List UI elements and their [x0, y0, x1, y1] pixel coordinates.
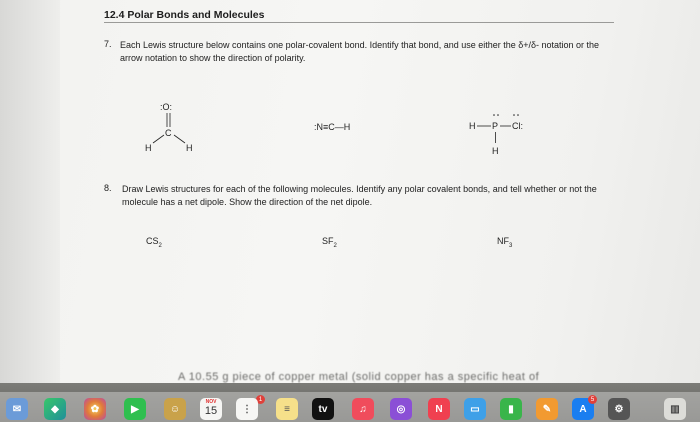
notes-icon[interactable]: ≡	[276, 398, 298, 420]
hydrogen-left: H	[145, 143, 152, 153]
question-7-text: Each Lewis structure below contains one polar-covalent bond. Identify that bond, and use either the δ+/δ- notation or the arrow notation to show the direction of polarity.	[120, 40, 600, 63]
carbon-atom: C	[165, 128, 172, 138]
molecule-nf3: $NF_3$	[497, 236, 513, 249]
molecule-cs2: $CS_2$	[146, 236, 162, 249]
facetime-icon[interactable]: ▶	[124, 398, 146, 420]
formaldehyde-structure	[138, 98, 208, 158]
section-title: 12.4 Polar Bonds and Molecules	[104, 9, 265, 21]
phosphine-chloride-structure	[467, 112, 537, 158]
background-question-text: A 10.55 g piece of copper metal (solid copper has a specific heat of	[178, 371, 540, 383]
notification-badge: 1	[256, 395, 265, 404]
hydrogen-left: H	[469, 121, 476, 131]
app-store-icon[interactable]: A	[572, 398, 594, 420]
pages-icon[interactable]: ✎	[536, 398, 558, 420]
numbers-icon[interactable]: ▮	[500, 398, 522, 420]
downloads-folder-icon[interactable]: ▥	[664, 398, 686, 420]
reminders-icon[interactable]: ⋮	[236, 398, 258, 420]
phosphorus-atom: P	[492, 121, 499, 131]
maps-icon[interactable]: ◆	[44, 398, 66, 420]
app-store-badge: 5	[588, 395, 597, 404]
hydrogen-bottom: H	[492, 146, 499, 156]
title-rule	[104, 22, 614, 23]
system-preferences-icon[interactable]: ⚙	[608, 398, 630, 420]
oxygen-atom: :O:	[160, 102, 173, 112]
molecule-sf2: $SF_2$	[322, 236, 337, 249]
podcasts-icon[interactable]: ◎	[390, 398, 412, 420]
photos-icon[interactable]: ✿	[84, 398, 106, 420]
mail-icon[interactable]: ✉	[6, 398, 28, 420]
apple-tv-icon[interactable]: tv	[312, 398, 334, 420]
hcn-structure: :N≡C—H	[314, 122, 351, 132]
question-7-number: 7.	[104, 39, 112, 49]
question-8-text: Draw Lewis structures for each of the following molecules. Identify any polar covalent bonds, and tell whether or not the molecule has a net dipole. Show the direction of the net dipole.	[122, 184, 597, 207]
page-shadow	[0, 0, 60, 383]
hydrogen-right: H	[186, 143, 193, 153]
question-8-number: 8.	[104, 183, 112, 193]
keynote-icon[interactable]: ▭	[464, 398, 486, 420]
contacts-icon[interactable]: ☺	[164, 398, 186, 420]
chlorine-atom: Cl:	[512, 121, 523, 131]
calendar-icon[interactable]: NOV 15	[200, 398, 222, 420]
music-icon[interactable]: ♫	[352, 398, 374, 420]
news-icon[interactable]: N	[428, 398, 450, 420]
